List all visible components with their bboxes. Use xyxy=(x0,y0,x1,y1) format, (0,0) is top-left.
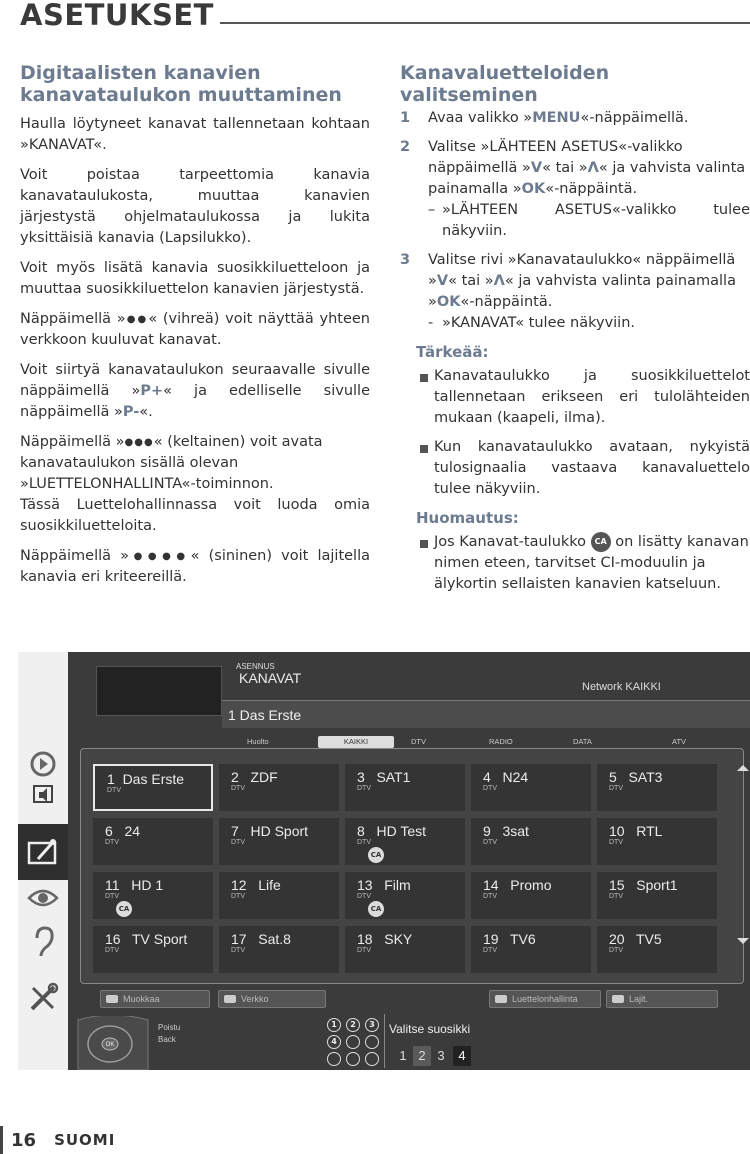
note-label: Huomautus: xyxy=(416,509,519,527)
channel-cell[interactable] xyxy=(219,926,339,973)
channel-name: 3 SAT1 xyxy=(357,769,411,785)
channel-cell[interactable] xyxy=(345,926,465,973)
text: « ja vahvista valinta painamalla » xyxy=(428,160,746,197)
text: « ja edelliselle sivulle näppäimellä » xyxy=(20,383,370,420)
page-footer xyxy=(0,1126,115,1154)
channel-cell[interactable] xyxy=(93,818,213,865)
settings-tools-icon xyxy=(26,837,60,867)
channel-name: 18 SKY xyxy=(357,931,413,947)
selected-channel-bar xyxy=(222,700,750,728)
channel-table-screen xyxy=(68,652,750,1070)
text: « (sininen) voit lajitella kanavia eri kriteereillä. xyxy=(20,548,370,585)
text: Kun kanavataulukko avataan, nykyistä tulosignaalia vastaava kanavaluettelo tulee näkyviin. xyxy=(434,439,750,497)
text: Näppäimellä » xyxy=(20,434,125,450)
bullet-square-icon xyxy=(420,374,428,382)
channel-type: DTV xyxy=(107,787,121,794)
eye-icon xyxy=(27,887,59,909)
section-title: ASETUKSET xyxy=(20,0,214,32)
sort-button[interactable] xyxy=(606,990,718,1008)
channel-cell[interactable] xyxy=(597,926,717,973)
exit-label: Poistu xyxy=(158,1023,181,1032)
channel-type: DTV xyxy=(105,839,119,846)
channel-name: 19 TV6 xyxy=(483,931,536,947)
paragraph-yellow-key xyxy=(20,432,370,495)
sound-icon xyxy=(30,782,56,808)
number-key-blank[interactable] xyxy=(365,1052,379,1066)
text: Kanavataulukko ja suosikkiluettelot tallennetaan erikseen eri tulolähteiden mukaan (kaapeli, ilma). xyxy=(434,368,750,426)
number-key-blank[interactable] xyxy=(327,1052,341,1066)
scroll-up-icon[interactable] xyxy=(737,764,749,772)
bullet-item xyxy=(400,366,750,429)
p-minus-key: P- xyxy=(122,404,140,420)
ca-badge-icon: CA xyxy=(116,901,132,917)
channel-name: 7 HD Sport xyxy=(231,823,309,839)
text: « (vihreä) voit näyttää yhteen verkkoon kuuluvat kanavat. xyxy=(20,311,370,348)
blue-key-icon xyxy=(612,995,624,1003)
paragraph: Haulla löytyneet kanavat tallennetaan kohtaan »KANAVAT«. xyxy=(20,116,370,153)
number-key-1[interactable]: 1 xyxy=(327,1018,341,1032)
channel-name: 5 SAT3 xyxy=(609,769,663,785)
channel-name: 2 ZDF xyxy=(231,769,278,785)
channel-type: DTV xyxy=(609,947,623,954)
text: »LÄHTEEN ASETUS«-valikko tulee näkyviin. xyxy=(442,202,750,239)
number-key-blank[interactable] xyxy=(346,1035,360,1049)
channel-type: DTV xyxy=(357,893,371,900)
back-label: Back xyxy=(158,1035,176,1044)
ear-icon xyxy=(31,926,55,958)
channel-type: DTV xyxy=(483,947,497,954)
p-plus-key: P+ xyxy=(140,383,164,399)
text: « (keltainen) voit avata kanavataulukon sisällä olevan »LUETTELONHALLINTA«-toiminnon. xyxy=(20,434,323,492)
list-management-label: Luettelonhallinta xyxy=(512,994,578,1004)
green-key-icon: ●● xyxy=(125,314,149,325)
step-result xyxy=(428,200,750,242)
network-button[interactable] xyxy=(218,990,326,1008)
channel-name: 4 N24 xyxy=(483,769,529,785)
ok-key: OK xyxy=(436,294,461,310)
text: Näppäimellä » xyxy=(20,548,130,564)
number-key-blank[interactable] xyxy=(346,1052,360,1066)
step-number: 3 xyxy=(400,252,411,268)
number-key-2[interactable]: 2 xyxy=(346,1018,360,1032)
step-result xyxy=(428,313,750,334)
number-keypad xyxy=(324,1016,384,1068)
dash-mark: - xyxy=(428,315,434,331)
breadcrumb: ASENNUS xyxy=(236,662,275,671)
paragraph-green-key xyxy=(20,309,370,351)
channel-name: 14 Promo xyxy=(483,877,552,893)
network-label: Verkko xyxy=(241,994,269,1004)
channel-name: 6 24 xyxy=(105,823,141,839)
channel-cell[interactable] xyxy=(597,872,717,919)
channel-cell[interactable] xyxy=(597,818,717,865)
text: « ja vahvista valinta painamalla » xyxy=(428,273,736,310)
number-key-4[interactable]: 4 xyxy=(327,1035,341,1049)
channel-cell[interactable] xyxy=(219,764,339,811)
menu-key: MENU xyxy=(532,110,581,126)
channel-cell[interactable] xyxy=(345,764,465,811)
step-number: 1 xyxy=(400,110,411,126)
channel-name: 1 Das Erste xyxy=(107,771,185,787)
channel-cell[interactable] xyxy=(219,818,339,865)
channel-cell[interactable] xyxy=(597,764,717,811)
up-key-icon: Λ xyxy=(493,273,505,289)
selected-channel-label: 1 Das Erste xyxy=(228,707,302,723)
favorite-page-2[interactable]: 2 xyxy=(413,1046,431,1066)
text: Näppäimellä » xyxy=(20,311,126,327)
channel-type: DTV xyxy=(231,893,245,900)
channel-logo-box xyxy=(96,666,222,716)
sort-label: Lajit. xyxy=(629,994,649,1004)
channel-cell[interactable] xyxy=(471,872,591,919)
right-column xyxy=(400,62,750,603)
channel-cell[interactable] xyxy=(345,872,465,919)
channel-type: DTV xyxy=(483,893,497,900)
channel-type: DTV xyxy=(105,947,119,954)
channel-type: DTV xyxy=(231,785,245,792)
bullet-square-icon xyxy=(420,445,428,453)
favorite-page-1[interactable]: 1 xyxy=(399,1048,407,1063)
important-label: Tärkeää: xyxy=(416,343,489,361)
channel-cell[interactable] xyxy=(93,926,213,973)
channel-name: 12 Life xyxy=(231,877,281,893)
down-key-icon: V xyxy=(530,160,543,176)
tab-data[interactable]: DATA xyxy=(573,737,592,746)
number-key-3[interactable]: 3 xyxy=(365,1018,379,1032)
step-3 xyxy=(400,250,750,334)
page-header xyxy=(20,0,750,32)
left-column xyxy=(20,62,370,597)
text: « tai » xyxy=(542,160,588,176)
red-key-icon xyxy=(106,995,118,1003)
text: «-näppäintä. xyxy=(545,181,638,197)
bullet-item xyxy=(400,437,750,500)
channel-type: DTV xyxy=(483,839,497,846)
paragraph-page-keys xyxy=(20,360,370,423)
text: Valitse »LÄHTEEN ASETUS«-valikko näppäimellä » xyxy=(428,139,683,176)
divider xyxy=(384,1014,385,1068)
text: Jos Kanavat-taulukko xyxy=(434,534,591,550)
channel-grid xyxy=(80,748,744,984)
channel-cell[interactable] xyxy=(93,764,213,811)
list-management-button[interactable] xyxy=(489,990,601,1008)
text: «-näppäimellä. xyxy=(580,110,689,126)
channel-cell[interactable] xyxy=(345,818,465,865)
right-heading: Kanavaluetteloiden valitseminen xyxy=(400,62,610,106)
number-key-blank[interactable] xyxy=(365,1035,379,1049)
channel-name: 20 TV5 xyxy=(609,931,662,947)
tab-kaikki[interactable]: KAIKKI xyxy=(318,736,394,748)
tab-dtv[interactable]: DTV xyxy=(411,737,426,746)
filter-tabs xyxy=(228,736,744,748)
edit-button[interactable] xyxy=(100,990,210,1008)
up-key-icon: Λ xyxy=(587,160,599,176)
channel-type: DTV xyxy=(357,785,371,792)
channel-name: 13 Film xyxy=(357,877,411,893)
channel-type: DTV xyxy=(609,785,623,792)
paragraph: Voit myös lisätä kanavia suosikkiluetteloon ja muuttaa suosikkiluettelon kanavien järjestystä. xyxy=(20,260,370,297)
channel-name: 8 HD Test xyxy=(357,823,426,839)
channel-type: DTV xyxy=(609,893,623,900)
down-key-icon: V xyxy=(436,273,449,289)
text: Valitse rivi »Kanavataulukko« näppäimellä » xyxy=(428,252,736,289)
step-1 xyxy=(400,108,750,129)
wrench-icon xyxy=(27,982,59,1014)
menu-sidebar xyxy=(18,652,68,1070)
step-2 xyxy=(400,137,750,242)
left-heading: Digitaalisten kanavien kanavataulukon muuttaminen xyxy=(20,62,342,106)
sidebar-item-tools[interactable] xyxy=(18,970,68,1026)
channel-type: DTV xyxy=(231,947,245,954)
sidebar-item-accessibility[interactable] xyxy=(18,914,68,970)
bullet-item xyxy=(400,532,750,595)
dash-mark: – xyxy=(428,202,436,218)
text: Avaa valikko » xyxy=(428,110,533,126)
ok-label: OK xyxy=(105,1042,115,1048)
channel-type: DTV xyxy=(483,785,497,792)
ok-key: OK xyxy=(521,181,546,197)
text: « tai » xyxy=(448,273,494,289)
channel-cell[interactable] xyxy=(471,926,591,973)
sidebar-item-sound[interactable] xyxy=(18,774,68,816)
ca-badge-icon: CA xyxy=(591,532,611,552)
paragraph: Voit poistaa tarpeettomia kanavia kanavataulukosta, muuttaa kanavien järjestystä ohjelmataulukossa ja lukita yksittäisiä kanavia (Lapsilukko). xyxy=(20,167,370,246)
text: »KANAVAT« tulee näkyviin. xyxy=(442,315,636,331)
channel-name: 9 3sat xyxy=(483,823,529,839)
yellow-key-icon xyxy=(495,995,507,1003)
favorite-page-3[interactable]: 3 xyxy=(437,1048,445,1063)
channel-name: 17 Sat.8 xyxy=(231,931,291,947)
tab-huolto[interactable]: Huolto xyxy=(247,737,269,746)
screen-title: KANAVAT xyxy=(239,670,302,686)
text: «-näppäintä. xyxy=(460,294,553,310)
green-key-icon xyxy=(224,995,236,1003)
channel-cell[interactable] xyxy=(471,764,591,811)
footer-bar xyxy=(0,1126,3,1154)
channel-name: 11 HD 1 xyxy=(105,877,164,893)
favorite-select-label: Valitse suosikki xyxy=(389,1022,471,1036)
ca-badge-icon: CA xyxy=(368,847,384,863)
channel-cell[interactable] xyxy=(93,872,213,919)
blue-key-icon: ●●●● xyxy=(129,551,191,562)
channel-type: DTV xyxy=(357,839,371,846)
channel-name: 10 RTL xyxy=(609,823,663,839)
yellow-key-icon: ●●● xyxy=(124,437,154,448)
text: Voit siirtyä kanavataulukon seuraavalle sivulle näppäimellä » xyxy=(20,362,370,399)
language-label: SUOMI xyxy=(54,1131,116,1149)
channel-type: DTV xyxy=(231,839,245,846)
text: «. xyxy=(139,404,153,420)
tv-screenshot xyxy=(18,652,750,1070)
ca-badge-icon: CA xyxy=(368,901,384,917)
paragraph: Tässä Luettelohallinnassa voit luoda omia suosikkiluetteloita. xyxy=(20,497,370,534)
page-number: 16 xyxy=(11,1129,37,1151)
network-filter[interactable]: Network KAIKKI xyxy=(582,681,661,693)
channel-name: 15 Sport1 xyxy=(609,877,678,893)
channel-cell[interactable] xyxy=(471,818,591,865)
favorite-page-4[interactable]: 4 xyxy=(453,1046,471,1066)
channel-type: DTV xyxy=(357,947,371,954)
tab-atv[interactable]: ATV xyxy=(672,737,687,746)
tab-radio[interactable]: RADIO xyxy=(489,737,513,746)
text: on lisätty kanavan nimen eteen, tarvitset CI-moduulin ja älykortin sellaisten kanavien katseluun. xyxy=(434,534,749,592)
remote-nav-icon xyxy=(74,1016,152,1070)
bullet-square-icon xyxy=(420,540,428,548)
step-number: 2 xyxy=(400,139,411,155)
paragraph-blue-key xyxy=(20,546,370,588)
channel-cell[interactable] xyxy=(219,872,339,919)
header-rule xyxy=(220,22,750,24)
edit-label: Muokkaa xyxy=(123,994,160,1004)
scroll-down-icon[interactable] xyxy=(737,937,749,945)
channel-type: DTV xyxy=(105,893,119,900)
channel-type: DTV xyxy=(609,839,623,846)
channel-name: 16 TV Sport xyxy=(105,931,188,947)
